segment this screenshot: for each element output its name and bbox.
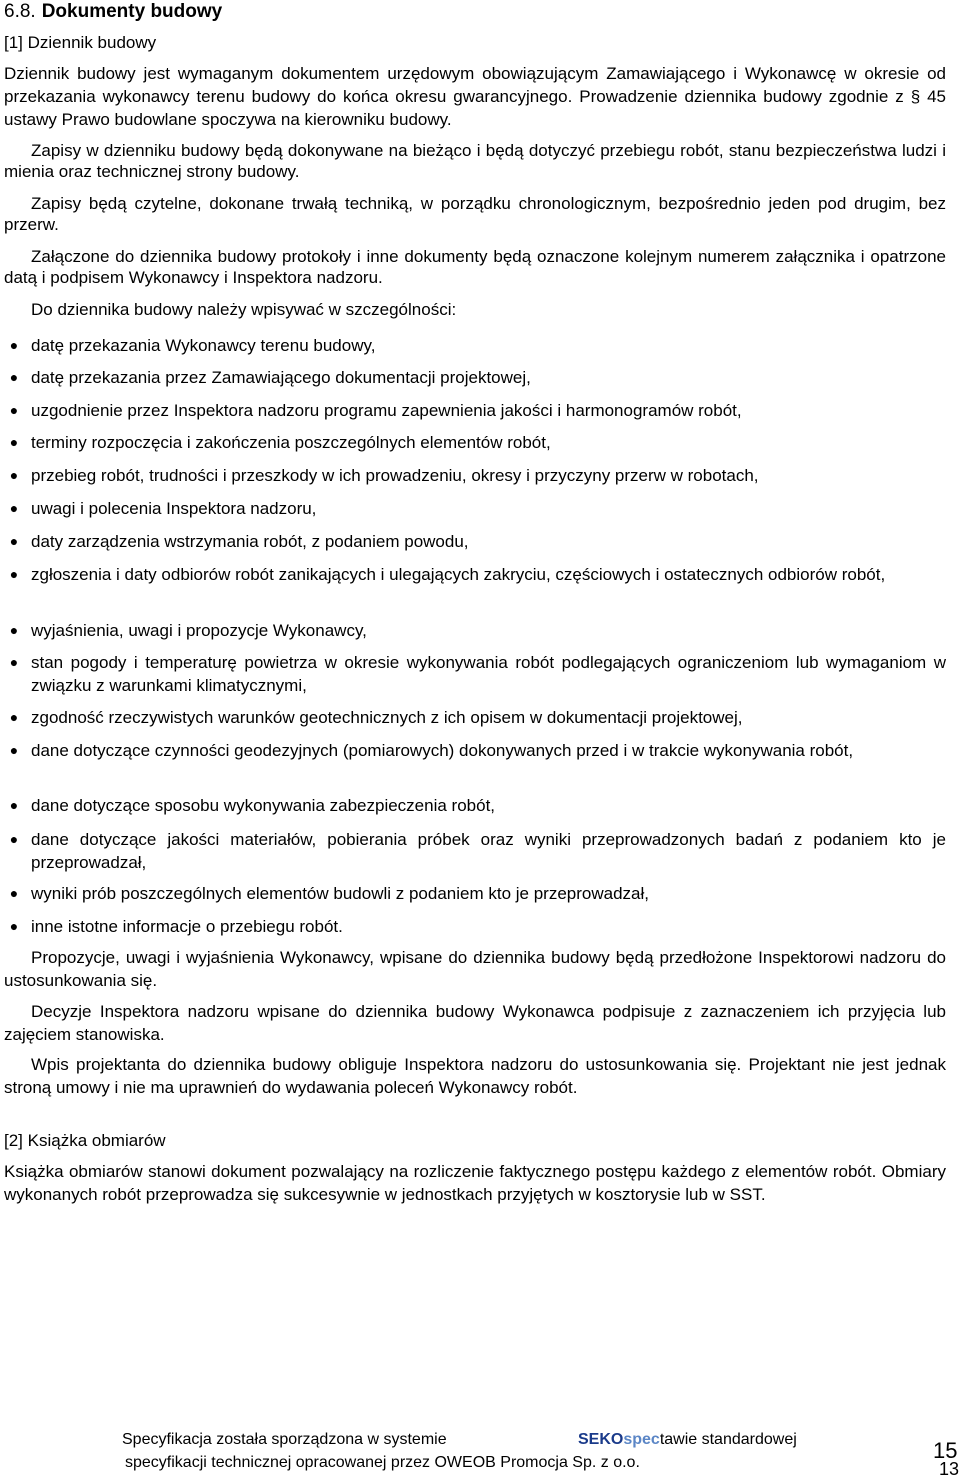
list-item: ● terminy rozpoczęcia i zakończenia poszczególnych elementów robót,: [9, 433, 551, 452]
bullet-icon: ●: [9, 831, 19, 847]
list-item: ● stan pogody i temperaturę powietrza w okresie wykonywania robót podlegających ograniczeniom lub wymaganiom w związku z warunkami klimatycznymi,: [9, 653, 946, 695]
bullet-icon: ●: [9, 709, 19, 725]
list-item: ● dane dotyczące jakości materiałów, pobierania próbek oraz wyniki przeprowadzonych badań z podaniem kto je przeprowadzał,: [9, 830, 946, 872]
paragraph-ksiazka: Książka obmiarów stanowi dokument pozwalający na rozliczenie faktycznego postępu każdego z elementów robót. Obmiary wykonanych robót przeprowadza się sukcesywnie w jednostkach przyjętych w kosztorysie lub w SST.: [4, 1162, 946, 1204]
bullet-icon: ●: [9, 434, 19, 450]
bullet-icon: ●: [9, 918, 19, 934]
list-item: ● daty zarządzenia wstrzymania robót, z podaniem powodu,: [9, 532, 469, 551]
footer-text-brand-tail: tawie standardowej: [659, 1431, 797, 1448]
list-item: ● zgodność rzeczywistych warunków geotechnicznych z ich opisem w dokumentacji projektowej,: [9, 708, 743, 727]
bullet-icon: ●: [9, 402, 19, 418]
brand-logo-spec: spec: [623, 1431, 660, 1448]
list-item: ● zgłoszenia i daty odbiorów robót zanikających i ulegających zakryciu, częściowych i ostatecznych odbiorów robót,: [9, 565, 886, 584]
paragraph-6: Propozycje, uwagi i wyjaśnienia Wykonawcy, wpisane do dziennika budowy będą przedłożone Inspektorowi nadzoru do ustosunkowania się.: [4, 948, 946, 990]
paragraph-5: Do dziennika budowy należy wpisywać w szczególności:: [31, 300, 457, 319]
subsection-title-dziennik: [1] Dziennik budowy: [4, 33, 157, 52]
page-number: 15: [933, 1438, 958, 1463]
bullet-icon: ●: [9, 797, 19, 813]
list-item: ● wyniki prób poszczególnych elementów budowli z podaniem kto je przeprowadzał,: [9, 884, 649, 903]
brand-logo-seko: SEKO: [578, 1431, 624, 1448]
list-item: ● dane dotyczące czynności geodezyjnych (pomiarowych) dokonywanych przed i w trakcie wykonywania robót,: [9, 741, 854, 760]
list-item: ● datę przekazania Wykonawcy terenu budowy,: [9, 336, 376, 355]
page-number-overlap: 13: [939, 1459, 960, 1479]
paragraph-4: Załączone do dziennika budowy protokoły i inne dokumenty będą oznaczone kolejnym numerem załącznika i opatrzone datą i podpisem Wykonawcy i Inspektora nadzoru.: [4, 247, 946, 287]
bullet-icon: ●: [9, 566, 19, 582]
paragraph-3: Zapisy będą czytelne, dokonane trwałą techniką, w porządku chronologicznym, bezpośrednio jeden pod drugim, bez przerw.: [4, 194, 946, 234]
section-title: Dokumenty budowy: [41, 1, 223, 22]
bullet-icon: ●: [9, 467, 19, 483]
list-item: ● uzgodnienie przez Inspektora nadzoru programu zapewnienia jakości i harmonogramów robót,: [9, 401, 742, 420]
list-item: ● datę przekazania przez Zamawiającego dokumentacji projektowej,: [9, 368, 531, 387]
subsection-title-ksiazka: [2] Książka obmiarów: [4, 1131, 166, 1150]
bullet-icon: ●: [9, 742, 19, 758]
paragraph-7: Decyzje Inspektora nadzoru wpisane do dziennika budowy Wykonawca podpisuje z zaznaczeniem ich przyjęcia lub zajęciem stanowiska.: [4, 1002, 946, 1044]
bullet-icon: ●: [9, 500, 19, 516]
bullet-icon: ●: [9, 337, 19, 353]
footer-brand: [578, 1431, 797, 1449]
section-heading: [4, 0, 222, 24]
bullet-icon: ●: [9, 533, 19, 549]
paragraph-1: Dziennik budowy jest wymaganym dokumentem urzędowym obowiązującym Zamawiającego i Wykonawcę w okresie od przekazania wykonawcy terenu budowy do końca okresu gwarancyjnego. Prowadzenie dziennika budowy zgodnie z § 45 ustawy Prawo budowlane spoczywa na kierowniku budowy.: [4, 64, 946, 129]
list-item: ● uwagi i polecenia Inspektora nadzoru,: [9, 499, 317, 518]
section-number: 6.8.: [4, 1, 36, 22]
list-item: ● przebieg robót, trudności i przeszkody w ich prowadzeniu, okresy i przyczyny przerw w robotach,: [9, 466, 759, 485]
list-item: ● dane dotyczące sposobu wykonywania zabezpieczenia robót,: [9, 796, 496, 815]
list-item: ● inne istotne informacje o przebiegu robót.: [9, 917, 343, 936]
list-item: ● wyjaśnienia, uwagi i propozycje Wykonawcy,: [9, 621, 367, 640]
bullet-icon: ●: [9, 369, 19, 385]
footer-text-line2: specyfikacji technicznej opracowanej przez OWEOB Promocja Sp. z o.o.: [125, 1454, 640, 1471]
bullet-icon: ●: [9, 885, 19, 901]
paragraph-8: Wpis projektanta do dziennika budowy obliguje Inspektora nadzoru do ustosunkowania się. Projektant nie jest jednak stroną umowy i nie ma uprawnień do wydawania poleceń Wykonawcy robót.: [4, 1055, 946, 1097]
footer-text-line1: Specyfikacja została sporządzona w systemie: [122, 1431, 447, 1448]
paragraph-2: Zapisy w dzienniku budowy będą dokonywane na bieżąco i będą dotyczyć przebiegu robót, stanu bezpieczeństwa ludzi i mienia oraz technicznej strony budowy.: [4, 141, 946, 181]
bullet-icon: ●: [9, 622, 19, 638]
bullet-icon: ●: [9, 654, 19, 670]
